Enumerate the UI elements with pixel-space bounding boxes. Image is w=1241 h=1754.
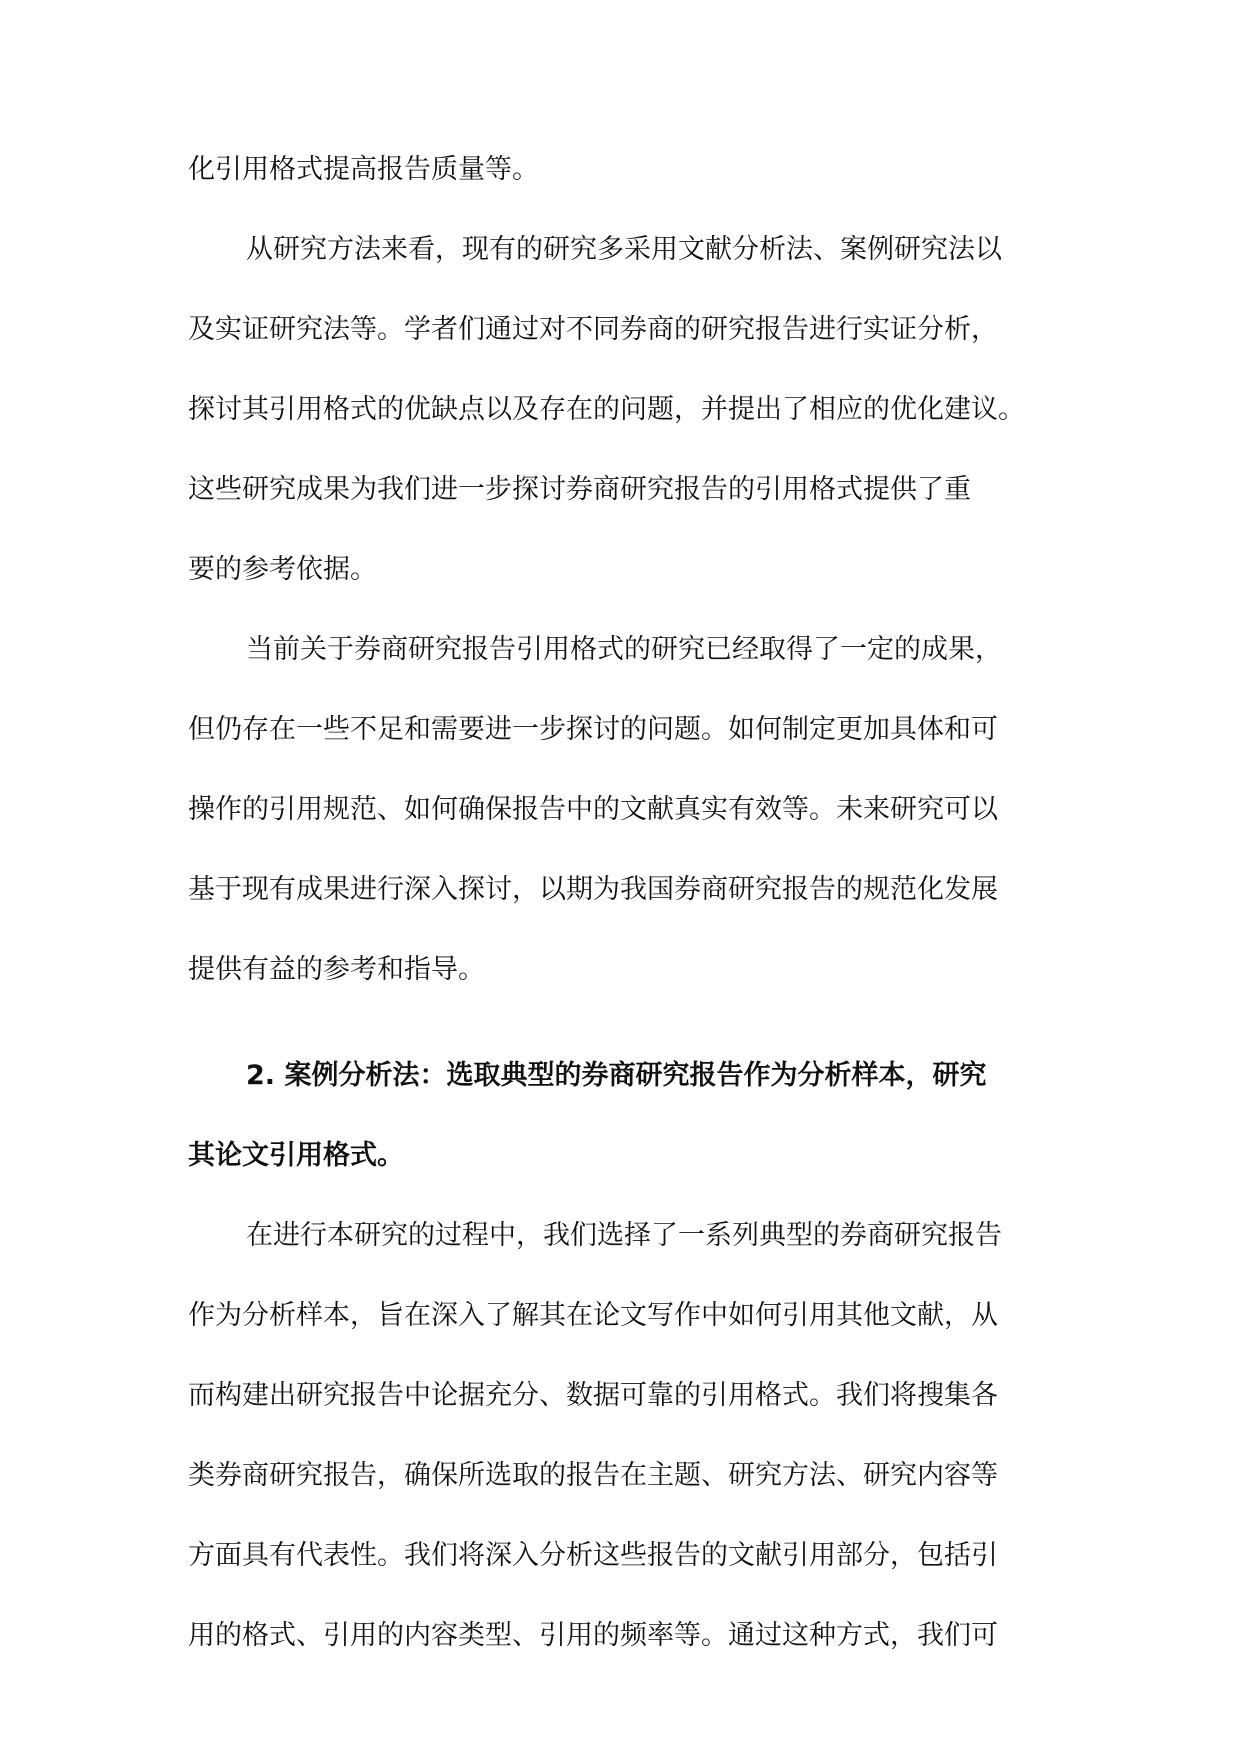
paragraph-line: 要的参考依据。 — [188, 554, 377, 585]
paragraph-line: 方面具有代表性。我们将深入分析这些报告的文献引用部分，包括引 — [188, 1540, 998, 1571]
section-heading: 2. 案例分析法：选取典型的券商研究报告作为分析样本，研究 — [246, 1060, 987, 1091]
paragraph-line: 作为分析样本，旨在深入了解其在论文写作中如何引用其他文献，从 — [188, 1300, 998, 1331]
paragraph-line: 而构建出研究报告中论据充分、数据可靠的引用格式。我们将搜集各 — [188, 1380, 998, 1411]
paragraph-line: 但仍存在一些不足和需要进一步探讨的问题。如何制定更加具体和可 — [188, 714, 998, 745]
paragraph-line: 探讨其引用格式的优缺点以及存在的问题，并提出了相应的优化建议。 — [188, 394, 1025, 425]
paragraph-line: 类券商研究报告，确保所选取的报告在主题、研究方法、研究内容等 — [188, 1460, 998, 1491]
section-heading-continued: 其论文引用格式。 — [188, 1140, 404, 1171]
paragraph-line: 基于现有成果进行深入探讨，以期为我国券商研究报告的规范化发展 — [188, 874, 998, 905]
paragraph-line: 这些研究成果为我们进一步探讨券商研究报告的引用格式提供了重 — [188, 474, 971, 505]
paragraph-line: 当前关于券商研究报告引用格式的研究已经取得了一定的成果， — [246, 634, 1002, 665]
paragraph-line: 在进行本研究的过程中，我们选择了一系列典型的券商研究报告 — [246, 1220, 1002, 1251]
paragraph-line: 提供有益的参考和指导。 — [188, 954, 485, 985]
paragraph-line: 从研究方法来看，现有的研究多采用文献分析法、案例研究法以 — [246, 234, 1002, 265]
paragraph-line: 化引用格式提高报告质量等。 — [188, 154, 539, 185]
paragraph-line: 操作的引用规范、如何确保报告中的文献真实有效等。未来研究可以 — [188, 794, 998, 825]
paragraph-line: 及实证研究法等。学者们通过对不同券商的研究报告进行实证分析， — [188, 314, 998, 345]
paragraph-line: 用的格式、引用的内容类型、引用的频率等。通过这种方式，我们可 — [188, 1620, 998, 1651]
